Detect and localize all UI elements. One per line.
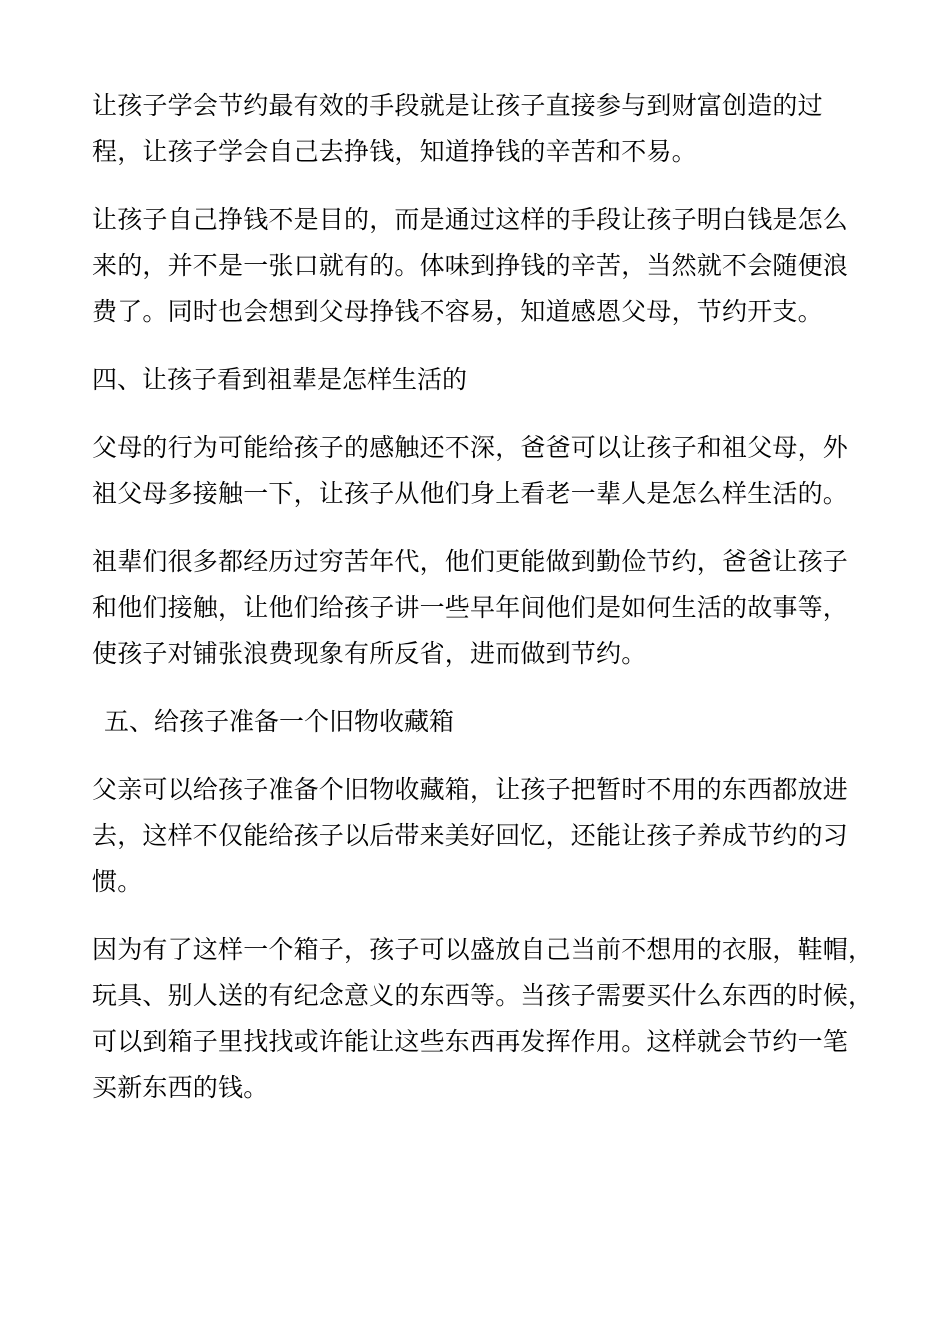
text-line: 去，这样不仅能给孩子以后带来美好回忆，还能让孩子养成节约的习 [92,821,849,850]
text-line: 父亲可以给孩子准备个旧物收藏箱，让孩子把暂时不用的东西都放进 [92,775,849,804]
text-line: 玩具、别人送的有纪念意义的东西等。当孩子需要买什么东西的时候， [92,981,874,1010]
text-line: 惯。 [92,867,143,896]
text-line: 使孩子对铺张浪费现象有所反省，进而做到节约。 [92,639,647,668]
paragraph-earning-participation [92,83,862,175]
text-line: 买新东西的钱。 [92,1073,269,1102]
text-line: 费了。同时也会想到父母挣钱不容易，知道感恩父母，节约开支。 [92,297,823,326]
paragraph-earning-purpose [92,197,862,335]
paragraph-storage-box [92,767,862,905]
paragraph-storage-box-benefits [92,927,874,1111]
text-line: 因为有了这样一个箱子，孩子可以盛放自己当前不想用的衣服，鞋帽， [92,935,874,964]
section-heading-4: 四、让孩子看到祖辈是怎样生活的 [92,365,468,394]
paragraph-grandparents-contact [92,425,862,517]
text-line: 让孩子自己挣钱不是目的，而是通过这样的手段让孩子明白钱是怎么 [92,205,849,234]
text-line: 祖父母多接触一下，让孩子从他们身上看老一辈人是怎么样生活的。 [92,479,849,508]
section-heading-5: 五、给孩子准备一个旧物收藏箱 [104,707,455,736]
text-line: 来的，并不是一张口就有的。体味到挣钱的辛苦，当然就不会随便浪 [92,251,849,280]
document-body [92,83,874,1133]
text-line: 和他们接触，让他们给孩子讲一些早年间他们是如何生活的故事等， [92,593,849,622]
text-line: 可以到箱子里找找或许能让这些东西再发挥作用。这样就会节约一笔 [92,1027,849,1056]
text-line: 祖辈们很多都经历过穷苦年代，他们更能做到勤俭节约，爸爸让孩子 [92,547,849,576]
text-line: 程，让孩子学会自己去挣钱，知道挣钱的辛苦和不易。 [92,137,697,166]
text-line: 父母的行为可能给孩子的感触还不深，爸爸可以让孩子和祖父母，外 [92,433,849,462]
text-line: 让孩子学会节约最有效的手段就是让孩子直接参与到财富创造的过 [92,91,823,120]
paragraph-grandparents-stories [92,539,862,677]
